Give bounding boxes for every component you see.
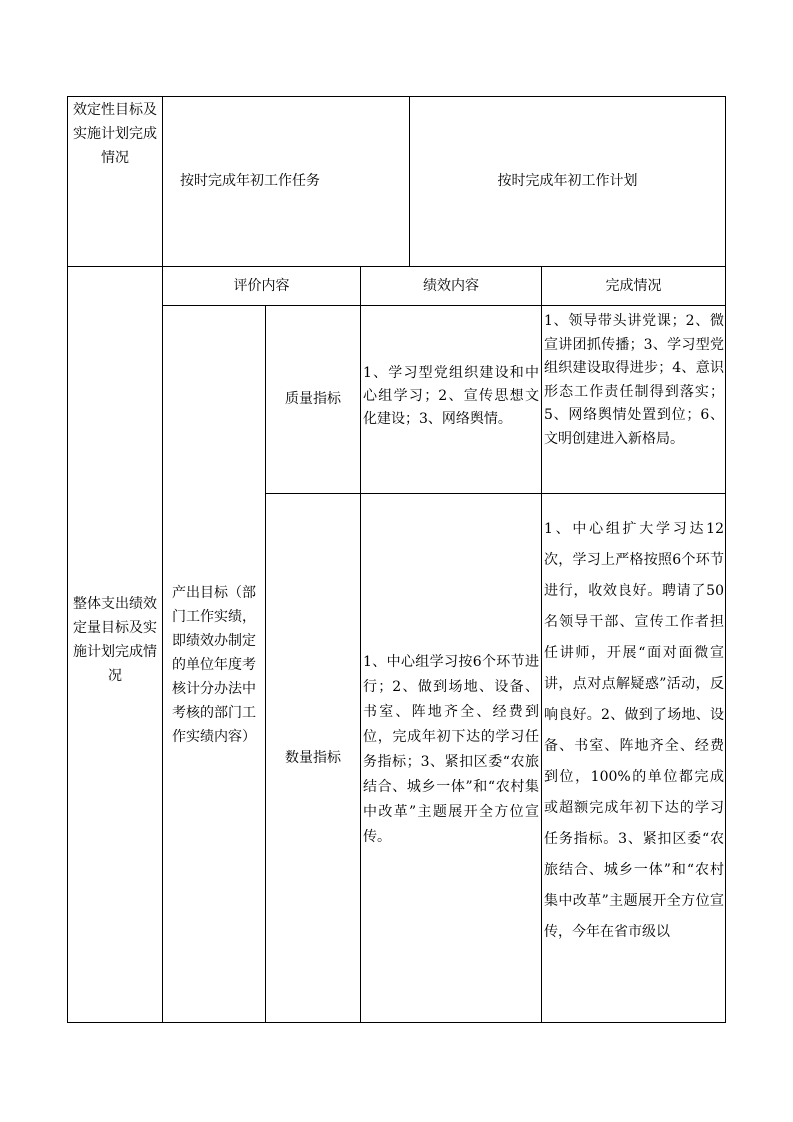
quantity-completion: 1、中心组扩大学习达12次，学习上严格按照6个环节进行，收效良好。聘请了50名领导干部、宣传工作者担任讲师，开展“面对面微宣讲，点对点解疑惑”活动，反响良好。2、做到了场地、设备、书室、阵地齐全、经费到位，100%的单位都完成或超额完成年初下达的学习任务指标。3、紧扣区委“农旅结合、城乡一体”和“农村集中改革”主题展开全方位宣传，今年在省市级以 (544, 521, 724, 940)
table-border-left (67, 96, 68, 1023)
header-eval-content: 评价内容 (233, 277, 290, 294)
annual-task-text: 按时完成年初工作任务 (180, 173, 320, 189)
quantity-indicator-label: 数量指标 (285, 749, 341, 766)
col-divider-label (162, 96, 163, 1023)
quality-content: 1、学习型党组织建设和中心组学习；2、宣传思想文化建设；3、网络舆情。 (363, 365, 539, 427)
qualitative-target-label: 效定性目标及实施计划完成情况 (73, 102, 157, 166)
quantity-content: 1、中心组学习按6个环节进行；2、做到场地、设备、书室、阵地齐全、经费到位，完成年初下达的学习任务指标；3、紧扣区委“农旅结合、城乡一体”和“农村集中改革”主题展开全方位宣传。 (363, 654, 539, 845)
table-border-top (67, 96, 726, 97)
annual-plan-text: 按时完成年初工作计划 (497, 173, 638, 189)
output-target-label: 产出目标（部门工作实绩，即绩效办制定的单位年度考核计分办法中考核的部门工作实绩内容） (172, 585, 256, 745)
col-divider-content (541, 266, 542, 1023)
table-border-right (725, 96, 726, 1023)
quality-indicator-label: 质量指标 (285, 391, 341, 407)
quality-completion: 1、领导带头讲党课；2、微宣讲团抓传播；3、学习型党组织建设取得进步；4、意识形态工作责任制得到落实；5、网络舆情处置到位；6、文明创建进入新格局。 (544, 313, 724, 447)
header-divider (162, 305, 726, 306)
header-completion: 完成情况 (605, 277, 662, 294)
header-perf-content: 绩效内容 (423, 277, 479, 294)
table-border-bottom (67, 1022, 726, 1023)
col-divider-indicator (360, 266, 361, 1023)
quantitative-target-label: 整体支出绩效定量目标及实施计划完成情况 (73, 596, 157, 684)
